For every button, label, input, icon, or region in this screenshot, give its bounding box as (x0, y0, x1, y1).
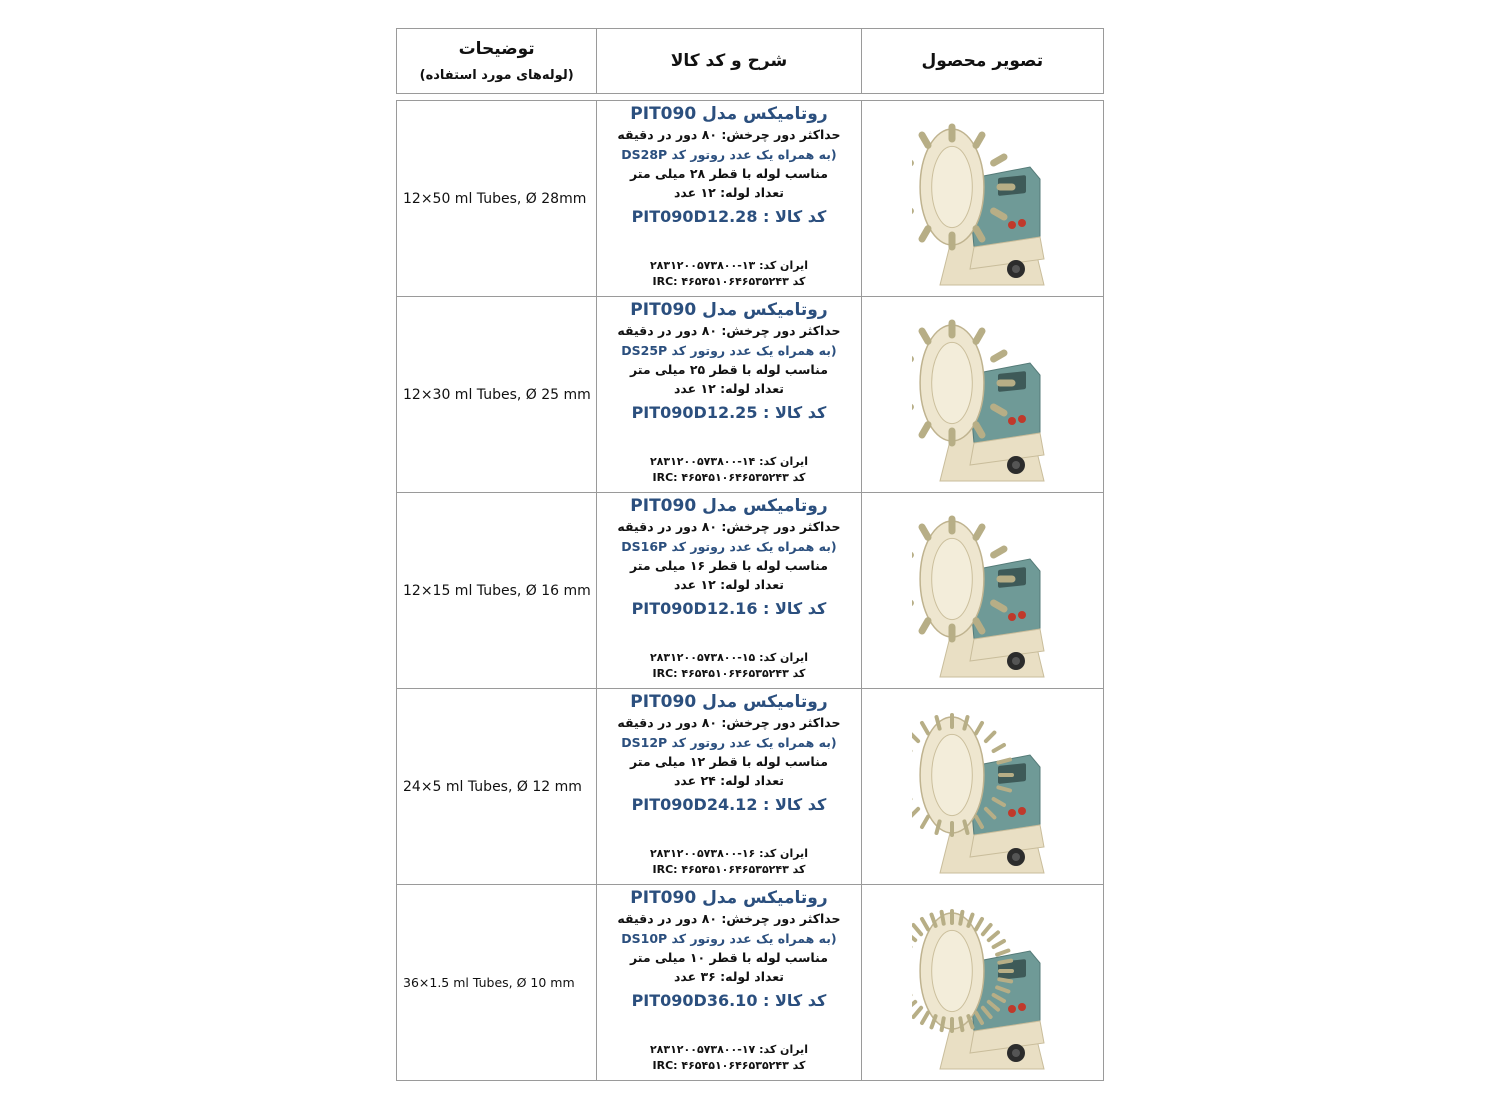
product-row (397, 493, 1104, 689)
header-spec: شرح و کد کالا (597, 29, 861, 94)
product-spec (597, 101, 861, 297)
header-description (397, 29, 597, 94)
rotor-info: (به همراه یک عدد روتور کد DS12P (621, 734, 837, 750)
rotor-info: (به همراه یک عدد روتور کد DS25P (621, 342, 837, 358)
product-code: کد کالا : PIT090D36.10 (631, 990, 827, 1010)
max-speed: حداکثر دور چرخش: ۸۰ دور در دقیقه (617, 519, 841, 534)
product-image (861, 493, 1103, 689)
rotor-info: (به همراه یک عدد روتور کد DS10P (621, 930, 837, 946)
max-speed: حداکثر دور چرخش: ۸۰ دور در دقیقه (617, 127, 841, 142)
product-row (397, 885, 1104, 1081)
iran-code: ایران کد: ۱۵-۲۸۳۱۲۰۰۵۷۳۸۰۰ (649, 651, 808, 664)
tube-count: تعداد لوله: ۳۶ عدد (673, 969, 784, 984)
tube-diameter: مناسب لوله با قطر ۲۸ میلی متر (629, 165, 828, 181)
header-description-subtitle: (لوله‌های مورد استفاده) (419, 67, 574, 83)
product-row (397, 101, 1104, 297)
rotamix-device-icon (912, 501, 1052, 681)
iran-code: ایران کد: ۱۷-۲۸۳۱۲۰۰۵۷۳۸۰۰ (649, 1043, 808, 1056)
irc-code: کد IRC: ۴۶۵۴۵۱۰۶۴۶۵۳۵۲۴۳ (652, 667, 806, 680)
iran-code: ایران کد: ۱۳-۲۸۳۱۲۰۰۵۷۳۸۰۰ (649, 259, 808, 272)
product-image (861, 101, 1103, 297)
product-image (861, 297, 1103, 493)
product-code: کد کالا : PIT090D12.16 (631, 598, 827, 618)
tube-description: 12×50 ml Tubes, Ø 28mm (397, 101, 597, 297)
irc-code: کد IRC: ۴۶۵۴۵۱۰۶۴۶۵۳۵۲۴۳ (652, 275, 806, 288)
header-description-title: توضیحات (458, 38, 535, 59)
product-title: روتامیکس مدل PIT090 (630, 300, 828, 320)
tube-description: 36×1.5 ml Tubes, Ø 10 mm (397, 885, 597, 1081)
product-spec (597, 885, 861, 1081)
iran-code: ایران کد: ۱۴-۲۸۳۱۲۰۰۵۷۳۸۰۰ (649, 455, 808, 468)
max-speed: حداکثر دور چرخش: ۸۰ دور در دقیقه (617, 323, 841, 338)
product-spec (597, 689, 861, 885)
tube-description: 24×5 ml Tubes, Ø 12 mm (397, 689, 597, 885)
tube-count: تعداد لوله: ۱۲ عدد (673, 381, 784, 396)
rotamix-device-icon (912, 305, 1052, 485)
product-title: روتامیکس مدل PIT090 (630, 692, 828, 712)
product-image (861, 689, 1103, 885)
catalog-products-table (396, 100, 1104, 1081)
rotamix-device-icon (912, 697, 1052, 877)
product-spec (597, 297, 861, 493)
rotamix-device-icon (912, 893, 1052, 1073)
product-image (861, 885, 1103, 1081)
tube-diameter: مناسب لوله با قطر ۱۶ میلی متر (629, 557, 828, 573)
product-title: روتامیکس مدل PIT090 (630, 888, 828, 908)
product-title: روتامیکس مدل PIT090 (630, 104, 828, 124)
irc-code: کد IRC: ۴۶۵۴۵۱۰۶۴۶۵۳۵۲۴۳ (652, 863, 806, 876)
product-spec (597, 493, 861, 689)
tube-count: تعداد لوله: ۱۲ عدد (673, 185, 784, 200)
irc-code: کد IRC: ۴۶۵۴۵۱۰۶۴۶۵۳۵۲۴۳ (652, 1059, 806, 1072)
iran-code: ایران کد: ۱۶-۲۸۳۱۲۰۰۵۷۳۸۰۰ (649, 847, 808, 860)
tube-count: تعداد لوله: ۱۲ عدد (673, 577, 784, 592)
product-code: کد کالا : PIT090D24.12 (631, 794, 827, 814)
product-row (397, 689, 1104, 885)
product-catalog-sheet (396, 28, 1104, 1081)
irc-code: کد IRC: ۴۶۵۴۵۱۰۶۴۶۵۳۵۲۴۳ (652, 471, 806, 484)
rotor-info: (به همراه یک عدد روتور کد DS16P (621, 538, 837, 554)
header-image: تصویر محصول (861, 29, 1103, 94)
tube-diameter: مناسب لوله با قطر ۱۲ میلی متر (629, 753, 828, 769)
header-row (397, 29, 1104, 94)
max-speed: حداکثر دور چرخش: ۸۰ دور در دقیقه (617, 715, 841, 730)
tube-diameter: مناسب لوله با قطر ۲۵ میلی متر (629, 361, 828, 377)
catalog-header-table (396, 28, 1104, 94)
rotamix-device-icon (912, 109, 1052, 289)
max-speed: حداکثر دور چرخش: ۸۰ دور در دقیقه (617, 911, 841, 926)
product-title: روتامیکس مدل PIT090 (630, 496, 828, 516)
rotor-info: (به همراه یک عدد روتور کد DS28P (621, 146, 837, 162)
product-code: کد کالا : PIT090D12.25 (631, 402, 827, 422)
tube-description: 12×30 ml Tubes, Ø 25 mm (397, 297, 597, 493)
product-code: کد کالا : PIT090D12.28 (631, 206, 827, 226)
tube-description: 12×15 ml Tubes, Ø 16 mm (397, 493, 597, 689)
tube-count: تعداد لوله: ۲۴ عدد (673, 773, 784, 788)
product-row (397, 297, 1104, 493)
tube-diameter: مناسب لوله با قطر ۱۰ میلی متر (629, 949, 828, 965)
